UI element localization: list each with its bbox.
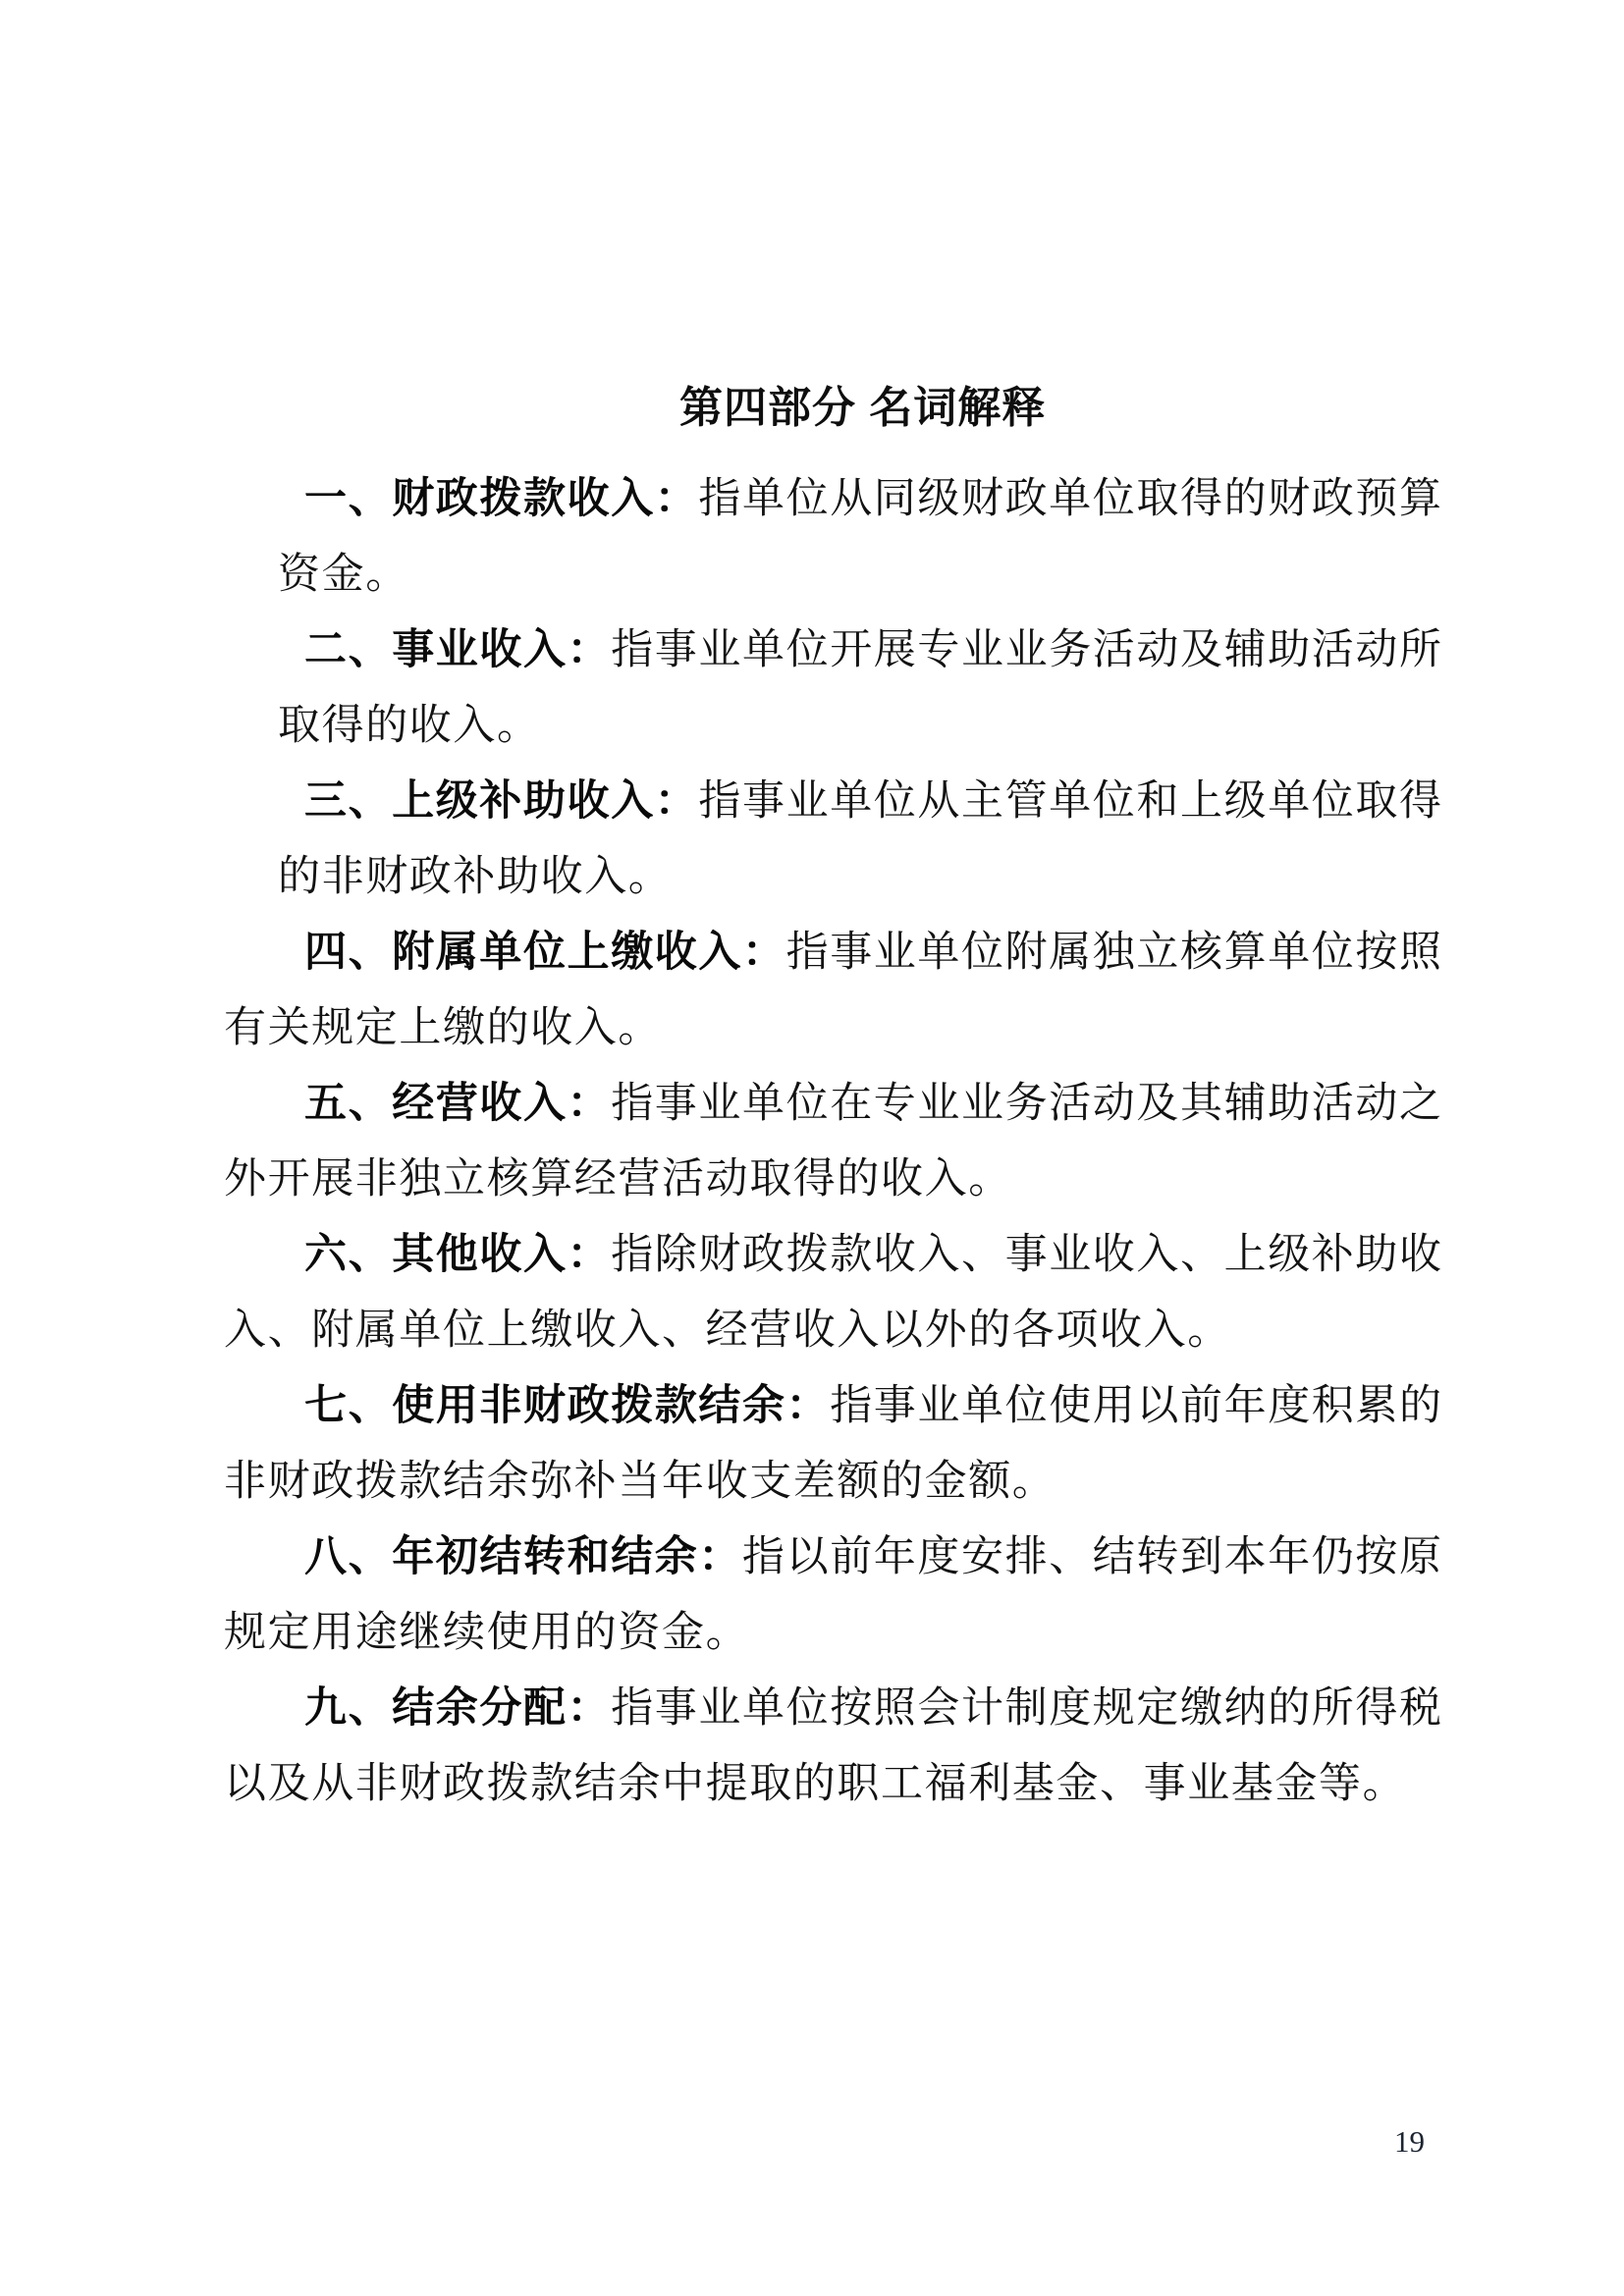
term-label: 二、事业收入： xyxy=(304,627,612,673)
paragraph-4-line-2: 有关规定上缴的收入。 xyxy=(224,1005,662,1051)
paragraph-1-line-1 xyxy=(0,461,1624,537)
paragraph-7-line-1 xyxy=(0,1368,1624,1444)
page-number: 19 xyxy=(1394,2124,1425,2159)
term-label: 九、结余分配： xyxy=(304,1685,612,1732)
paragraph-8-line-2: 规定用途继续使用的资金。 xyxy=(224,1610,750,1656)
paragraph-5-line-2: 外开展非独立核算经营活动取得的收入。 xyxy=(224,1156,1012,1202)
paragraph-6-line-1 xyxy=(0,1217,1624,1293)
paragraph-8-line-1 xyxy=(0,1520,1624,1595)
paragraph-6-line-2: 入、附属单位上缴收入、经营收入以外的各项收入。 xyxy=(224,1308,1231,1354)
paragraph-5-line-1 xyxy=(0,1066,1624,1142)
paragraph-9-line-2: 以及从非财政拨款结余中提取的职工福利基金、事业基金等。 xyxy=(224,1761,1407,1807)
term-label: 七、使用非财政拨款结余： xyxy=(304,1383,831,1429)
section-title: 第四部分 名词解释 xyxy=(679,384,1047,432)
term-label: 五、经营收入： xyxy=(304,1081,612,1127)
definition-text: 指事业单位附属独立核算单位按照 xyxy=(785,930,1443,976)
paragraph-9-line-1 xyxy=(0,1671,1624,1746)
document-body xyxy=(0,461,1624,1822)
paragraph-2-line-1 xyxy=(0,613,1624,688)
term-label: 一、财政拨款收入： xyxy=(304,476,699,522)
definition-text: 指事业单位按照会计制度规定缴纳的所得税 xyxy=(611,1685,1443,1732)
definition-text: 指事业单位开展专业业务活动及辅助活动所 xyxy=(611,627,1443,673)
definition-text: 指事业单位使用以前年度积累的 xyxy=(830,1383,1443,1429)
definition-text: 指除财政拨款收入、事业收入、上级补助收 xyxy=(611,1232,1443,1278)
definition-text: 指以前年度安排、结转到本年仍按原 xyxy=(742,1534,1443,1580)
paragraph-4-line-1 xyxy=(0,915,1624,990)
definition-text: 指单位从同级财政单位取得的财政预算 xyxy=(698,476,1443,522)
paragraph-3-line-2: 的非财政补助收入。 xyxy=(278,854,673,900)
term-label: 四、附属单位上缴收入： xyxy=(304,930,786,976)
term-label: 八、年初结转和结余： xyxy=(304,1534,742,1580)
term-label: 三、上级补助收入： xyxy=(304,778,699,825)
definition-text: 指事业单位在专业业务活动及其辅助活动之 xyxy=(611,1081,1443,1127)
term-label: 六、其他收入： xyxy=(304,1232,612,1278)
paragraph-2-line-2: 取得的收入。 xyxy=(278,703,541,749)
definition-text: 指事业单位从主管单位和上级单位取得 xyxy=(698,778,1443,825)
paragraph-3-line-1 xyxy=(0,764,1624,839)
paragraph-7-line-2: 非财政拨款结余弥补当年收支差额的金额。 xyxy=(224,1459,1056,1505)
paragraph-1-line-2: 资金。 xyxy=(278,552,409,598)
